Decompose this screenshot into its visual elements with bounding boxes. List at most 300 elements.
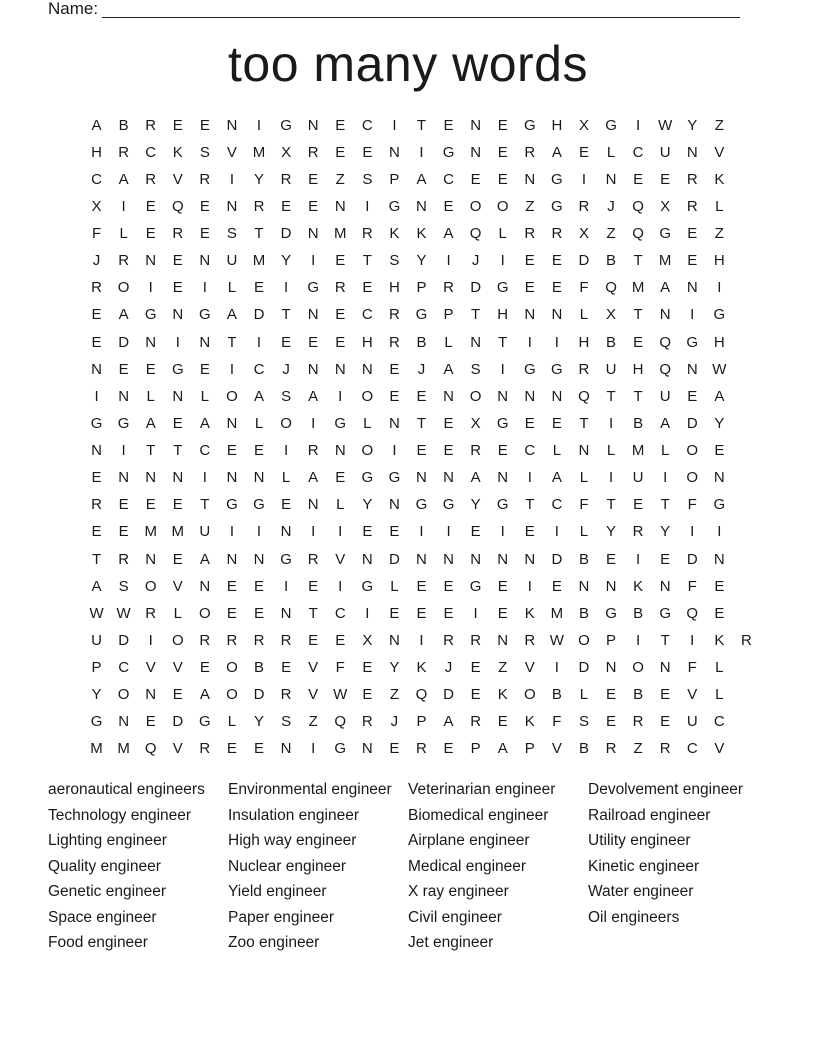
grid-letter: I [175,333,180,351]
grid-letter: N [388,496,400,514]
grid-letter: M [117,740,130,758]
grid-letter: R [524,225,536,243]
grid-letter: M [550,604,564,622]
grid-letter: F [579,279,589,297]
grid-letter: N [713,550,725,568]
grid-letter: G [307,279,319,297]
grid-letter: I [148,279,153,297]
grid-letter: O [361,442,374,460]
grid-letter: A [91,116,102,134]
grid-letter: Z [525,197,535,215]
grid-letter: I [311,252,316,270]
grid-letter: A [199,686,210,704]
grid-letter: I [202,279,207,297]
grid-letter: E [633,170,644,188]
grid-letter: E [91,306,102,324]
grid-letter: C [551,496,563,514]
grid-letter: Q [144,740,157,758]
grid-letter: I [256,523,262,541]
grid-letter: F [335,659,345,677]
grid-letter: C [524,442,536,460]
grid-letter: E [172,686,183,704]
grid-letter: G [361,577,374,595]
grid-letter: I [365,197,370,215]
grid-row [83,465,733,492]
grid-letter: K [497,686,508,704]
grid-letter: G [117,414,130,432]
grid-letter: V [687,686,698,704]
grid-letter: V [308,686,319,704]
grid-letter: E [416,577,427,595]
grid-letter: R [226,631,238,649]
grid-letter: U [659,143,671,161]
grid-letter: G [605,604,617,622]
grid-letter: N [226,414,238,432]
grid-letter: V [172,740,183,758]
grid-letter: N [226,469,238,487]
grid-letter: R [686,170,698,188]
grid-letter: I [608,469,614,487]
grid-letter: S [389,252,400,270]
grid-letter: N [605,659,617,677]
grid-letter: O [686,469,699,487]
grid-letter: I [121,442,126,460]
grid-letter: G [605,116,617,134]
grid-letter: I [311,523,316,541]
grid-letter: O [226,659,238,677]
grid-letter: N [145,252,157,270]
grid-letter: O [199,604,211,622]
grid-letter: N [713,469,725,487]
grid-letter: N [280,523,292,541]
grid-letter: V [172,170,183,188]
grid-letter: I [527,469,532,487]
grid-letter: N [199,252,211,270]
grid-letter: I [690,523,695,541]
grid-letter: I [148,631,153,649]
grid-letter: I [636,550,641,568]
grid-letter: V [714,740,725,758]
word-list-item: Insulation engineer [228,806,359,824]
grid-letter: E [281,333,292,351]
word-list-item: Kinetic engineer [588,857,700,875]
grid-letter: M [252,252,266,270]
grid-letter: Z [308,713,318,731]
grid-letter: N [172,387,184,405]
grid-letter: N [524,387,536,405]
word-list-item: Yield engineer [228,883,327,900]
grid-letter: S [199,143,210,161]
grid-row [83,573,733,600]
grid-letter: E [254,279,265,297]
grid-letter: E [497,116,508,134]
grid-letter: N [118,469,130,487]
grid-letter: N [578,577,590,595]
grid-letter: N [551,387,563,405]
grid-letter: W [549,631,564,649]
grid-letter: H [632,360,644,378]
grid-letter: E [524,279,535,297]
grid-letter: E [443,197,454,215]
grid-letter: N [361,550,373,568]
grid-letter: E [551,414,562,432]
grid-letter: N [145,550,157,568]
grid-letter: N [578,442,590,460]
grid-letter: T [281,306,291,324]
grid-letter: O [226,387,238,405]
grid-letter: C [361,116,373,134]
grid-letter: E [199,116,210,134]
grid-letter: E [335,116,346,134]
grid-letter: G [388,469,401,487]
grid-letter: E [172,116,183,134]
grid-letter: E [497,143,508,161]
grid-letter: N [497,550,509,568]
grid-letter: G [713,306,726,324]
grid-letter: J [417,360,426,378]
grid-letter: Z [498,659,508,677]
grid-letter: Q [415,686,428,704]
grid-row [83,438,733,465]
grid-letter: V [335,550,346,568]
grid-letter: N [443,387,454,405]
grid-letter: N [497,631,509,649]
grid-letter: I [338,577,343,595]
grid-letter: D [578,252,590,270]
grid-letter: N [253,550,265,568]
grid-letter: L [363,414,372,432]
grid-letter: V [714,143,725,161]
grid-letter: R [307,550,319,568]
grid-row [83,302,733,329]
grid-letter: L [606,442,616,460]
grid-letter: O [496,197,509,215]
grid-letter: P [470,740,481,758]
grid-letter: Q [632,225,644,243]
grid-letter: N [145,333,157,351]
grid-letter: Y [606,523,617,541]
grid-letter: G [442,496,455,514]
grid-row [83,112,733,139]
grid-letter: O [117,686,130,704]
grid-letter: R [253,197,265,215]
grid-letter: N [470,333,482,351]
grid-letter: Z [606,225,616,243]
grid-letter: R [470,631,482,649]
word-list-item: aeronautical engineers [48,781,205,798]
grid-letter: I [446,523,451,541]
grid-letter: E [660,713,671,731]
grid-letter: A [254,387,265,405]
grid-letter: E [389,360,400,378]
grid-letter: A [226,306,237,324]
grid-letter: U [226,252,238,270]
grid-letter: E [254,740,265,758]
grid-letter: R [199,740,211,758]
grid-letter: M [144,523,157,541]
grid-letter: I [717,523,722,541]
grid-letter: X [578,116,589,134]
word-list-item: Jet engineer [408,934,494,951]
grid-letter: E [551,252,562,270]
grid-letter: U [91,631,102,649]
grid-letter: N [497,387,509,405]
grid-letter: L [661,442,670,460]
word-list-column [408,777,588,956]
grid-letter: E [281,659,292,677]
grid-letter: G [659,604,672,622]
grid-letter: E [606,686,617,704]
grid-letter: L [227,279,237,297]
grid-letter: R [605,740,617,758]
grid-letter: E [118,496,129,514]
grid-letter: T [254,225,264,243]
grid-letter: K [714,631,725,649]
grid-letter: E [714,604,725,622]
grid-letter: W [89,604,104,622]
word-list [48,777,768,956]
grid-row [83,193,733,220]
word-list-item: High way engineer [228,832,357,849]
grid-letter: G [90,713,103,731]
grid-letter: N [605,170,617,188]
grid-letter: N [226,116,238,134]
grid-letter: G [361,469,374,487]
grid-letter: O [523,686,536,704]
grid-letter: I [663,469,668,487]
grid-letter: N [551,306,563,324]
grid-letter: E [389,740,400,758]
name-label: Name: [48,0,99,18]
grid-letter: A [660,279,671,297]
grid-letter: Z [714,225,724,243]
grid-letter: I [419,143,424,161]
grid-letter: N [199,577,211,595]
grid-letter: E [145,713,156,731]
grid-letter: I [690,306,695,324]
grid-letter: K [416,659,427,677]
grid-letter: I [419,631,424,649]
grid-letter: F [579,496,589,514]
grid-letter: E [145,496,156,514]
grid-letter: R [443,279,454,297]
grid-letter: B [118,116,129,134]
grid-letter: P [389,170,400,188]
grid-letter: B [606,252,617,270]
grid-letter: E [470,659,481,677]
grid-letter: K [172,143,183,161]
grid-letter: N [361,360,373,378]
grid-letter: P [524,740,535,758]
grid-letter: C [118,659,130,677]
grid-letter: I [392,442,397,460]
grid-letter: E [226,442,237,460]
grid-letter: D [253,306,265,324]
grid-letter: L [715,686,724,704]
grid-letter: I [284,577,289,595]
grid-letter: F [91,225,102,243]
grid-letter: R [199,170,211,188]
grid-letter: K [389,225,400,243]
grid-letter: B [633,686,644,704]
grid-letter: R [524,143,536,161]
grid-letter: O [361,387,374,405]
grid-letter: S [578,713,589,731]
grid-letter: R [686,197,698,215]
grid-letter: O [469,197,482,215]
grid-letter: I [500,523,505,541]
grid-letter: E [497,442,508,460]
grid-letter: S [281,387,292,405]
word-list-item: Paper engineer [228,908,334,926]
grid-letter: N [524,306,536,324]
grid-letter: R [307,143,319,161]
grid-letter: P [91,659,102,677]
grid-letter: M [90,740,103,758]
grid-letter: A [145,414,156,432]
grid-letter: A [118,306,129,324]
grid-letter: J [390,713,399,731]
grid-letter: E [687,252,698,270]
grid-letter: V [551,740,562,758]
grid-letter: Q [605,279,617,297]
grid-letter: U [659,387,671,405]
grid-letter: R [632,523,644,541]
word-list-item: Lighting engineer [48,832,167,849]
grid-letter: C [686,740,698,758]
grid-letter: C [253,360,265,378]
grid-letter: N [280,740,292,758]
grid-letter: X [660,197,671,215]
grid-row [83,329,733,356]
grid-letter: G [713,496,726,514]
grid-letter: L [119,225,128,243]
name-blank-line [102,3,740,18]
grid-letter: E [118,523,129,541]
grid-letter: Q [659,333,672,351]
grid-letter: C [199,442,211,460]
grid-letter: T [606,496,616,514]
grid-letter: T [633,306,643,324]
grid-letter: N [443,550,454,568]
grid-letter: N [145,469,157,487]
grid-letter: E [172,414,183,432]
grid-letter: I [446,252,451,270]
grid-letter: I [229,170,235,188]
grid-letter: T [660,496,670,514]
grid-letter: D [172,713,184,731]
grid-letter: A [118,170,129,188]
grid-letter: E [416,387,427,405]
grid-letter: A [199,550,210,568]
grid-letter: I [554,333,559,351]
grid-letter: R [524,631,536,649]
grid-letter: N [524,170,536,188]
grid-letter: T [146,442,156,460]
grid-letter: D [280,225,292,243]
grid-letter: E [687,225,698,243]
grid-letter: E [660,686,671,704]
word-list-item: Utility engineer [588,832,691,849]
grid-letter: I [473,604,478,622]
grid-letter: I [121,197,126,215]
grid-letter: E [660,550,671,568]
grid-letter: H [713,333,725,351]
grid-letter: R [199,631,211,649]
grid-letter: I [284,279,289,297]
grid-letter: R [578,197,590,215]
grid-letter: N [91,442,102,460]
grid-letter: N [307,360,319,378]
grid-letter: L [552,442,562,460]
grid-letter: T [91,550,102,568]
grid-letter: R [280,631,292,649]
word-list-item: Oil engineers [588,908,680,926]
grid-letter: E [416,442,427,460]
grid-letter: Y [91,686,102,704]
grid-letter: E [145,197,156,215]
grid-letter: I [94,387,99,405]
word-list-item: Space engineer [48,908,157,926]
grid-letter: Q [686,604,699,622]
grid-letter: O [280,414,292,432]
word-list-item: Civil engineer [408,908,502,926]
grid-letter: M [171,523,185,541]
grid-row [83,546,733,573]
grid-letter: I [419,523,424,541]
grid-letter: X [470,414,481,432]
grid-letter: A [443,225,454,243]
grid-letter: E [91,469,102,487]
grid-letter: S [470,360,481,378]
grid-letter: A [551,143,562,161]
grid-letter: N [172,469,184,487]
grid-letter: L [579,523,589,541]
grid-letter: Y [714,414,725,432]
grid-letter: I [311,414,316,432]
grid-letter: R [470,713,482,731]
grid-letter: G [334,740,347,758]
grid-letter: T [416,116,427,134]
grid-letter: E [172,550,183,568]
grid-letter: H [578,333,590,351]
grid-letter: E [254,442,265,460]
grid-letter: E [606,713,617,731]
grid-letter: L [336,496,345,514]
grid-letter: M [631,279,645,297]
grid-letter: N [253,469,265,487]
grid-letter: H [388,279,400,297]
grid-letter: E [226,604,237,622]
grid-letter: K [633,577,644,595]
grid-letter: Z [714,116,724,134]
grid-letter: R [578,360,590,378]
grid-letter: O [578,631,590,649]
grid-letter: I [554,659,559,677]
grid-letter: N [307,225,319,243]
grid-letter: R [740,631,752,649]
grid-letter: F [687,659,697,677]
grid-letter: E [362,659,373,677]
grid-letter: I [229,523,235,541]
grid-letter: R [280,170,292,188]
word-list-item: Veterinarian engineer [408,781,556,798]
grid-letter: R [280,686,292,704]
word-list-item: Food engineer [48,934,148,951]
grid-letter: R [253,631,265,649]
grid-letter: B [578,604,589,622]
grid-letter: Y [389,659,400,677]
